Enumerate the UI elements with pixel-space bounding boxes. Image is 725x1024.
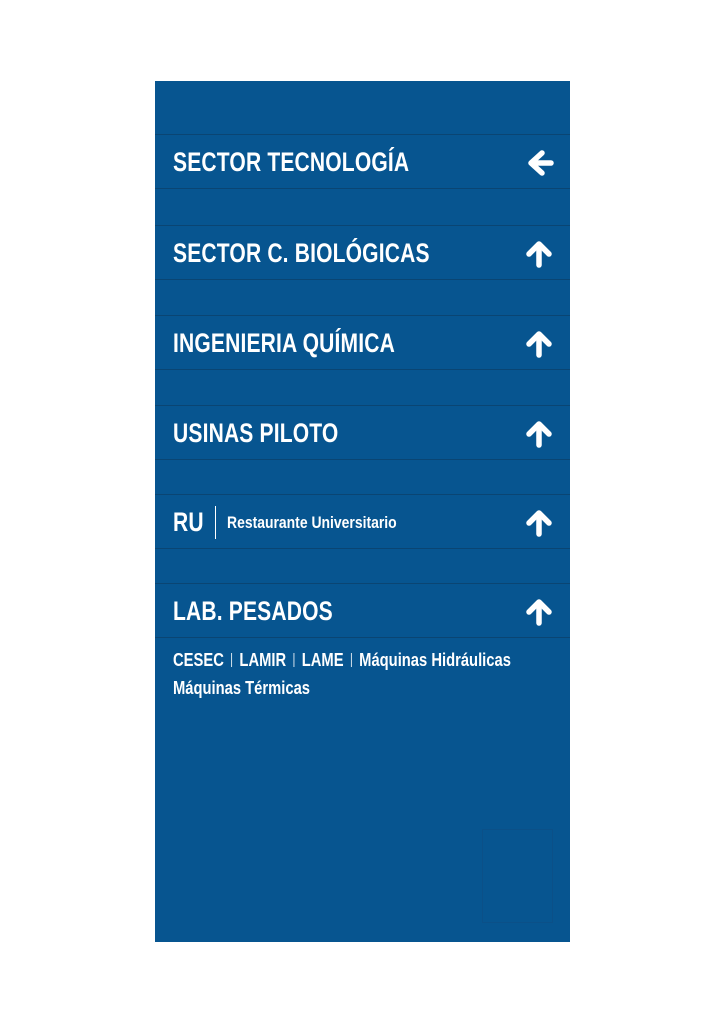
arrow-up-icon	[524, 419, 554, 449]
separator	[231, 653, 232, 667]
sign-row-label: RU	[173, 507, 204, 537]
sublist-line	[173, 674, 493, 702]
sign-row-ingenieria-quimica	[155, 315, 570, 370]
lab-pesados-sublist	[173, 646, 563, 702]
sign-row-usinas-piloto	[155, 405, 570, 460]
sign-row-label: LAB. PESADOS	[173, 596, 333, 626]
sign-row-ru	[155, 494, 570, 549]
sublist-item-lame: LAME	[301, 650, 344, 670]
sign-row-lab-pesados	[155, 583, 570, 638]
sublist-item-lamir: LAMIR	[239, 650, 287, 670]
sign-row-label: SECTOR TECNOLOGÍA	[173, 147, 410, 177]
sublist-item-cesec: CESEC	[173, 650, 224, 670]
sign-row-sector-tecnologia	[155, 134, 570, 189]
faint-outline-box	[482, 829, 553, 923]
sign-row-label: USINAS PILOTO	[173, 418, 339, 448]
arrow-up-icon	[524, 597, 554, 627]
sublist-line	[173, 646, 511, 674]
separator	[215, 506, 216, 539]
arrow-up-icon	[524, 239, 554, 269]
arrow-left-icon	[524, 148, 554, 178]
arrow-up-icon	[524, 508, 554, 538]
sign-row-label: SECTOR C. BIOLÓGICAS	[173, 238, 430, 268]
separator	[351, 653, 352, 667]
direction-sign-panel	[155, 81, 570, 942]
sign-row-sector-biologicas	[155, 225, 570, 280]
sign-row-label: INGENIERIA QUÍMICA	[173, 328, 395, 358]
sign-row-sublabel: Restaurante Universitario	[227, 513, 397, 532]
sublist-item-maquinas-hidraulicas: Máquinas Hidráulicas	[359, 650, 511, 670]
sublist-item-maquinas-termicas: Máquinas Térmicas	[173, 678, 310, 698]
arrow-up-icon	[524, 329, 554, 359]
separator	[294, 653, 295, 667]
